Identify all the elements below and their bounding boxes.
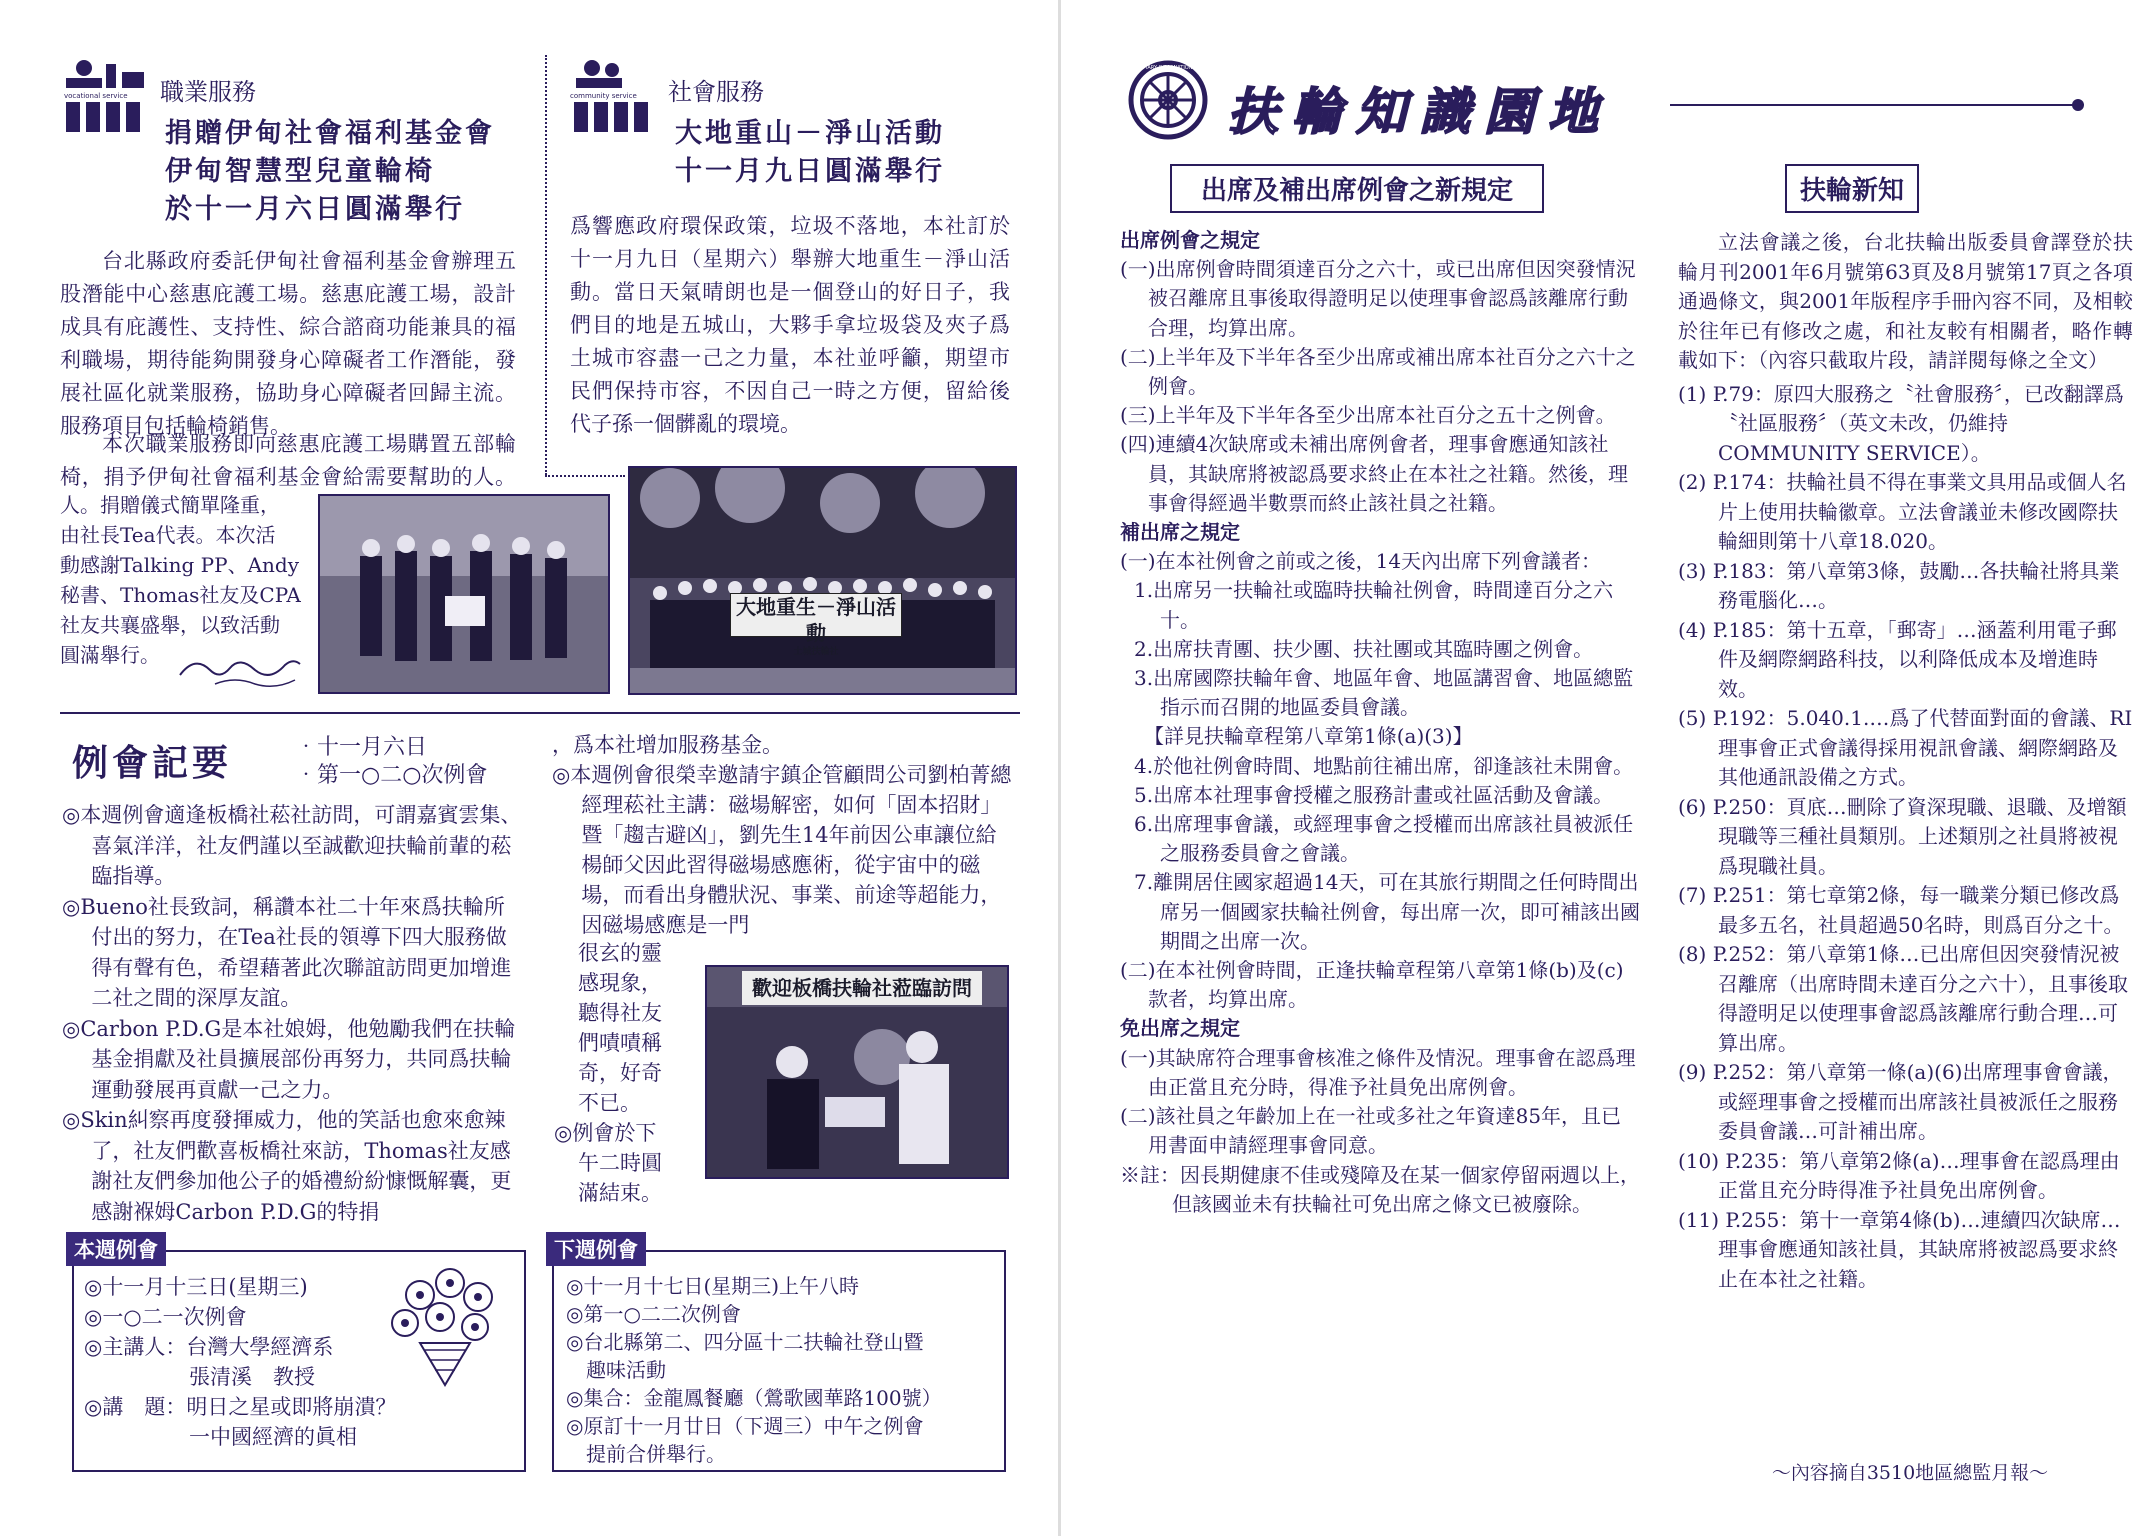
this-week-line: 張清溪 教授 bbox=[84, 1365, 315, 1389]
next-week-line: ◎原訂十一月廿日（下週三）中午之例會 bbox=[566, 1414, 924, 1438]
right-page bbox=[1060, 0, 2144, 1536]
rule-subhead: 出席例會之規定 bbox=[1120, 228, 1260, 252]
paragraph: 台北縣政府委託伊甸社會福利基金會辦理五股潛能中心慈惠庇護工場。慈惠庇護工場，設計成具有庇護性、支持性、綜合諮商功能兼具的福利職場，期待能夠開發身心障礙者工作潛能，發展社區化就業服務，協助身心障礙者回歸主流。服務項目包括輪椅銷售。 bbox=[60, 249, 516, 438]
meeting-notes-col2 bbox=[552, 730, 1012, 940]
headline-line: 伊甸智慧型兒童輪椅 bbox=[165, 156, 435, 187]
this-week-tag: 本週例會 bbox=[66, 1232, 166, 1266]
news-item: (5) P.192：5.040.1.…爲了代替面對面的會議、RI理事會正式會議得採用視訊會議、網際網路及其他通訊設備之方式。 bbox=[1678, 706, 2133, 789]
community-service-logo bbox=[570, 58, 656, 134]
news-intro: 立法會議之後，台北扶輪出版委員會譯登於扶輪月刊2001年6月號第63頁及8月號第17頁之各項通過條文，與2001年版程序手冊內容不同，及相較於往年已有修改之處，和社友較有相關者，略作轉載如下：（內容只截取片段，請詳閱每條之全文） bbox=[1678, 230, 2133, 372]
news-content bbox=[1678, 228, 2133, 1294]
next-week-line: 趣味活動 bbox=[566, 1358, 666, 1382]
attendance-box-title: 出席及補出席例會之新規定 bbox=[1170, 164, 1544, 213]
rule-item: (一)在本社例會之前或之後，14天內出席下列會議者： bbox=[1120, 549, 1602, 574]
narrow-line: 午二時圓 bbox=[578, 1151, 662, 1175]
banner-sub: 土城扶輪社 bbox=[793, 647, 839, 657]
meeting-notes-title: 例會記要 bbox=[72, 742, 233, 784]
meeting-date: ‧十一月六日 bbox=[295, 735, 428, 760]
mountain-cleanup-photo bbox=[628, 466, 1017, 695]
next-week-lines bbox=[566, 1272, 996, 1468]
paragraph: 爲響應政府環保政策，垃圾不落地，本社訂於十一月九日（星期六）舉辦大地重生－淨山活動。當日天氣晴朗也是一個登山的好日子，我們目的地是五城山，大夥手拿垃圾袋及夾子爲土城市容盡一己之力量，本社並呼籲，期望市民們保持市容，不因自己一時之方便，留給後代子孫一個髒亂的環境。 bbox=[570, 214, 1010, 436]
rule-item: (二)該社員之年齡加上在一社或多社之年資達85年，且已用書面申請經理事會同意。 bbox=[1120, 1104, 1622, 1158]
makeup-item: 5.出席本社理事會授權之服務計畫或社區活動及會議。 bbox=[1134, 782, 1614, 807]
vocational-body-2-narrow: 人。捐贈儀式簡單隆重， 由社長Tea代表。本次活 動感謝Talking PP、Andy 秘書、Thomas社友及CPA 社友共襄盛舉，以致活動 圓滿舉行。 bbox=[60, 493, 301, 667]
banner-text: 大地重生－淨山活動 bbox=[736, 595, 896, 645]
rule-subhead: 免出席之規定 bbox=[1120, 1016, 1240, 1041]
news-item: (2) P.174：扶輪社員不得在事業文具用品或個人名片上使用扶輪徽章。立法會議並未修改國際扶輪細則第十八章18.020。 bbox=[1678, 470, 2127, 553]
narrow-line: 不已。 bbox=[578, 1091, 641, 1115]
meeting-note: ◎Carbon P.D.G是本社娘姆，他勉勵我們在扶輪基金捐獻及社員擴展部份再努力，共同爲扶輪運動發展再貢獻一己之力。 bbox=[62, 1016, 516, 1102]
headline-line: 於十一月六日圓滿舉行 bbox=[165, 194, 465, 225]
news-box-title: 扶輪新知 bbox=[1785, 164, 1919, 213]
this-week-line: ◎十一月十三日(星期三) bbox=[84, 1275, 308, 1299]
horizontal-divider bbox=[60, 712, 1020, 714]
meeting-notes-col1 bbox=[62, 800, 524, 1227]
vocational-logo-text: vocational service bbox=[64, 92, 128, 100]
vocational-section-name: 職業服務 bbox=[160, 78, 256, 106]
vocational-headline bbox=[165, 115, 545, 229]
next-week-tag: 下週例會 bbox=[546, 1232, 646, 1266]
makeup-item: 2.出席扶青團、扶少團、扶社團或其臨時團之例會。 bbox=[1134, 636, 1594, 661]
knowledge-section-title: 扶輪知識園地 bbox=[1228, 82, 1612, 141]
rule-item: (二)上半年及下半年各至少出席或補出席本社百分之六十之例會。 bbox=[1120, 344, 1636, 399]
this-week-line: ◎一○二一次例會 bbox=[84, 1305, 247, 1329]
swirl-ornament-icon bbox=[175, 650, 305, 690]
rule-item: (一)其缺席符合理事會核准之條件及情況。理事會在認爲理由正當且充分時，得准予社員免出席例會。 bbox=[1120, 1045, 1636, 1099]
headline-line: 十一月九日圓滿舉行 bbox=[675, 156, 945, 187]
meeting-date-block bbox=[295, 734, 487, 790]
meeting-note: ◎本週例會很榮幸邀請宇鎮企管顧問公司劉柏菁總經理菘社主講：磁場解密，如何「固本招財」暨「趨吉避凶」，劉先生14年前因公車讓位給楊師父因此習得磁場感應術，從宇宙中的磁場，而看出身體狀況、事業、前途等超能力，因磁場感應是一門 bbox=[552, 763, 1012, 937]
vocational-body-1 bbox=[60, 245, 516, 443]
makeup-note: 【詳見扶輪章程第八章第1條(a)(3)】 bbox=[1144, 724, 1473, 749]
news-item: (1) P.79：原四大服務之〝社會服務〞，已改翻譯爲〝社區服務〞（英文未改，仍維持COMMUNITY SERVICE）。 bbox=[1678, 381, 2124, 465]
headline-line: 捐贈伊甸社會福利基金會 bbox=[165, 118, 495, 149]
meeting-note: ◎Skin糾察再度發揮威力，他的笑話也愈來愈辣了，社友們歡喜板橋社來訪，Thomas社友感謝社友們參加他公子的婚禮紛紛慷慨解囊，更感謝褓姆Carbon P.D.G的特捐 bbox=[62, 1108, 512, 1224]
news-item: (3) P.183：第八章第3條，鼓勵…各扶輪社將具業務電腦化…。 bbox=[1678, 558, 2120, 612]
this-week-line: ◎主講人：台灣大學經濟系 bbox=[84, 1335, 334, 1359]
title-rule-dot-icon bbox=[2072, 99, 2084, 111]
news-source: ～內容摘自3510地區總監月報～ bbox=[1771, 1462, 2049, 1484]
rule-item: (四)連續4次缺席或未補出席例會者，理事會應通知該社員，其缺席將被認爲要求終止在本社之社籍。然後，理事會得經過半數票而終止該社員之社籍。 bbox=[1120, 432, 1628, 515]
news-item: (11) P.255：第十一章第4條(b)…連續四次缺席…理事會應通知該社員，其缺席將被認爲要求終止在本社之社籍。 bbox=[1678, 1207, 2121, 1291]
narrow-line: 感現象， bbox=[578, 971, 662, 995]
vocational-service-logo bbox=[62, 58, 148, 134]
narrow-line: 很玄的靈 bbox=[578, 941, 662, 965]
community-headline bbox=[675, 115, 1015, 191]
next-week-line: 提前合併舉行。 bbox=[566, 1442, 726, 1466]
vocational-body-2 bbox=[60, 428, 516, 488]
column-separator bbox=[545, 475, 625, 477]
rotary-logo-text: ROTARY INTERNATIONAL bbox=[1137, 65, 1199, 71]
this-week-lines bbox=[84, 1272, 414, 1452]
narrow-line: 滿結束。 bbox=[578, 1181, 662, 1205]
narrow-line: 們嘖嘖稱 bbox=[578, 1031, 662, 1055]
this-week-line: ◎講 題：明日之星或即將崩潰？ bbox=[84, 1395, 397, 1419]
news-item: (10) P.235：第八章第2條(a)…理事會在認爲理由正當且充分時得准予社員免出席例會。 bbox=[1678, 1148, 2120, 1202]
rule-item: (二)在本社例會時間，正逢扶輪章程第八章第1條(b)及(c)款者，均算出席。 bbox=[1120, 958, 1624, 1012]
narrow-line: ◎例會於下 bbox=[554, 1121, 657, 1145]
meeting-note: ◎本週例會適逢板橋社菘社訪問，可謂嘉賓雲集、喜氣洋洋，社友們謹以至誠歡迎扶輪前輩的菘臨指導。 bbox=[62, 803, 522, 888]
meeting-note: ◎Bueno社長致詞，稱讚本社二十年來爲扶輪所付出的努力，在Tea社長的領導下四大服務做得有聲有色，希望藉著此次聯誼訪問更加增進二社之間的深厚友誼。 bbox=[62, 894, 512, 1010]
paragraph: 本次職業服務即向慈惠庇護工場購置五部輪椅，捐予伊甸社會福利基金會給需要幫助的人。 bbox=[60, 432, 516, 488]
wheelchair-donation-photo bbox=[318, 494, 610, 694]
narrow-line: 聽得社友 bbox=[578, 1001, 662, 1025]
makeup-item: 7.離開居住國家超過14天，可在其旅行期間之任何時間出席另一個國家扶輪社例會，每出席一次，即可補該出國期間之出席一次。 bbox=[1134, 870, 1640, 953]
news-item: (9) P.252：第八章第一條(a)(6)出席理事會會議，或經理事會之授權而出席該社員被派任之服務委員會議…可計補出席。 bbox=[1678, 1060, 2123, 1143]
community-logo-text: community service bbox=[570, 92, 637, 100]
flower-bouquet-icon bbox=[380, 1265, 510, 1390]
cleanup-banner bbox=[730, 593, 902, 657]
meeting-note: ，爲本社增加服務基金。 bbox=[552, 733, 783, 757]
column-separator bbox=[545, 55, 547, 475]
rule-note: ※註：因長期健康不佳或殘障及在某一個家停留兩週以上，但該國並未有扶輪社可免出席之條文已被廢除。 bbox=[1120, 1162, 1640, 1216]
rule-item: (三)上半年及下半年各至少出席本社百分之五十之例會。 bbox=[1120, 403, 1616, 428]
news-item: (8) P.252：第八章第1條…已出席但因突發情況被召離席（出席時間未達百分之六十），且事後取得證明足以使理事會認爲該離席行動合理…可算出席。 bbox=[1678, 942, 2128, 1055]
meeting-notes-narrow bbox=[554, 938, 698, 1208]
makeup-item: 6.出席理事會議，或經理事會之授權而出席該社員被派任之服務委員會之會議。 bbox=[1134, 812, 1634, 866]
title-rule bbox=[1670, 104, 2078, 106]
news-item: (6) P.250：頁底…刪除了資深現職、退職、及增額現職等三種社員類別。上述類別之社員將被視爲現職社員。 bbox=[1678, 794, 2127, 878]
community-body bbox=[570, 210, 1010, 441]
news-item: (7) P.251：第七章第2條，每一職業分類已修改爲最多五名，社員超過50名時，則爲百分之十。 bbox=[1678, 883, 2124, 937]
makeup-item: 3.出席國際扶輪年會、地區年會、地區講習會、地區總監指示而召開的地區委員會議。 bbox=[1134, 666, 1634, 720]
narrow-line: 奇，好奇 bbox=[578, 1061, 662, 1085]
rotary-wheel-icon bbox=[1128, 60, 1208, 140]
makeup-item: 4.於他社例會時間、地點前往補出席，卻逢該社未開會。 bbox=[1134, 753, 1634, 778]
attendance-rules bbox=[1120, 226, 1640, 1219]
headline-line: 大地重山－淨山活動 bbox=[675, 118, 945, 149]
meeting-number: ‧第一○二○次例會 bbox=[295, 763, 488, 788]
makeup-item: 1.出席另一扶輪社或臨時扶輪社例會，時間達百分之六十。 bbox=[1134, 578, 1614, 632]
banqiao-visit-photo bbox=[705, 965, 1009, 1179]
next-week-line: ◎十一月十七日(星期三)上午八時 bbox=[566, 1274, 860, 1298]
this-week-line: 一中國經濟的眞相 bbox=[84, 1425, 357, 1449]
community-section-name: 社會服務 bbox=[668, 78, 764, 106]
left-page bbox=[0, 0, 1060, 1536]
next-week-line: ◎集合：金龍鳳餐廳（鶯歌國華路100號） bbox=[566, 1386, 942, 1410]
next-week-line: ◎台北縣第二、四分區十二扶輪社登山暨 bbox=[566, 1330, 924, 1354]
rule-item: (一)出席例會時間須達百分之六十，或已出席但因突發情況被召離席且事後取得證明足以使理事會認爲該離席行動合理，均算出席。 bbox=[1120, 257, 1636, 340]
next-week-line: ◎第一○二二次例會 bbox=[566, 1302, 741, 1326]
news-item: (4) P.185：第十五章，「郵寄」…涵蓋利用電子郵件及網際網路科技，以利降低成本及增進時效。 bbox=[1678, 617, 2117, 701]
visit-banner: 歡迎板橋扶輪社蒞臨訪問 bbox=[742, 971, 982, 1005]
rule-subhead: 補出席之規定 bbox=[1120, 520, 1240, 545]
